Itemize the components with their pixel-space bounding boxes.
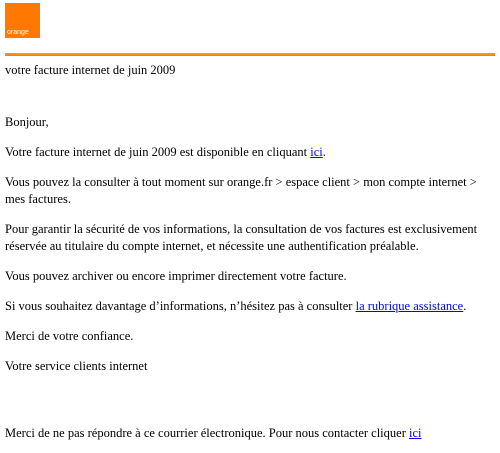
info-text: Si vous souhaitez davantage d’informations, n’hésitez pas à consulter (5, 299, 356, 313)
header-divider (5, 53, 495, 56)
email-subject-line: votre facture internet de juin 2009 (5, 63, 176, 77)
security-paragraph: Pour garantir la sécurité de vos informations, la consultation de vos factures est exclusivement réservée au titulaire du compte internet, et nécessite une authentification préalable. (5, 222, 478, 253)
invoice-end: . (322, 145, 326, 159)
info-paragraph (5, 298, 493, 315)
signature: Votre service clients internet (5, 359, 148, 373)
consult-paragraph: Vous pouvez la consulter à tout moment sur orange.fr > espace client > mon compte internet > mes factures. (5, 175, 477, 206)
contact-link[interactable]: ici (409, 426, 422, 440)
noreply-paragraph (5, 425, 493, 442)
thanks-paragraph: Merci de votre confiance. (5, 329, 134, 343)
assistance-link[interactable]: la rubrique assistance (355, 299, 464, 313)
noreply-text: Merci de ne pas répondre à ce courrier électronique. Pour nous contacter cliquer (5, 426, 409, 440)
email-body (5, 62, 493, 442)
archive-paragraph: Vous pouvez archiver ou encore imprimer directement votre facture. (5, 269, 347, 283)
invoice-text: Votre facture internet de juin 2009 est disponible en cliquant (5, 145, 311, 159)
invoice-paragraph (5, 144, 493, 161)
orange-logo (5, 3, 40, 38)
logo-text: orange (7, 29, 29, 36)
invoice-link[interactable]: ici (310, 145, 323, 159)
greeting: Bonjour, (5, 115, 49, 129)
info-end: . (463, 299, 467, 313)
